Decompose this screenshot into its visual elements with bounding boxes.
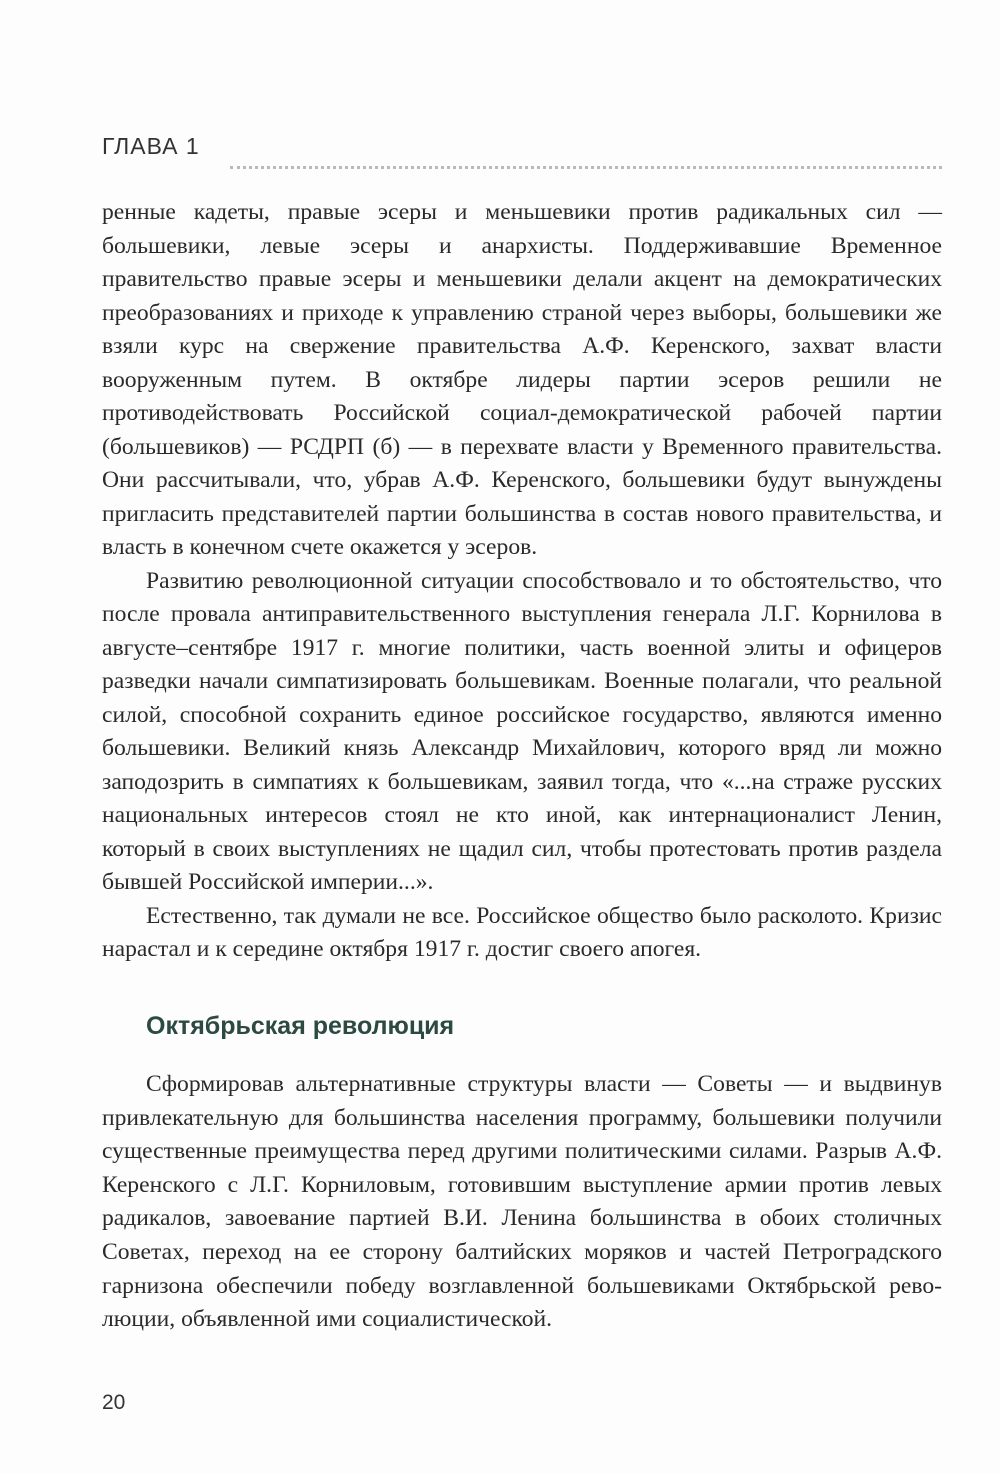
paragraph-continued: ренные кадеты, правые эсеры и меньшевики против радикальных сил — большевики, левые эсеры и анархисты. Поддерживавшие Временное правительство правые эсеры и меньшевики делали акцент на демократических преобразованиях и приходе к управлению страной через выборы, большевики же взяли курс на свержение правительства А.Ф. Керенского, захват власти вооруженным путем. В октябре лидеры партии эсеров решили не противодействовать Российской социал-демократической рабочей партии (большевиков) — РСДРП (б) — в перехвате власти у Временного правительства. Они рассчитывали, что, убрав А.Ф. Керенского, большевики будут вынуждены пригласить представителей партии большинства в состав нового правительства, и власть в конечном счете окажется у эсеров.	[102, 199, 942, 560]
paragraph: Развитию революционной ситуации способствовало и то обстоятельство, что после провала антиправительственного выступления генерала Л.Г. Корнилова в августе–сентябре 1917 г. многие политики, часть военной элиты и офицеров разведки начали симпатизировать большевикам. Военные полагали, что реальной силой, способной сохранить единое российское государство, являются именно большевики. Великий князь Александр Михайлович, которого вряд ли можно заподозрить в симпатиях к большевикам, заявил тогда, что «...на страже русских национальных интересов стоял не кто иной, как интернационалист Ленин, который в своих выступлениях не щадил сил, чтобы протестовать против раздела бывшей Российской империи...».	[102, 567, 942, 895]
section-heading: Октябрьская революция	[146, 1012, 455, 1040]
paragraph: Естественно, так думали не все. Российское общество было расколото. Кризис нарастал и к середине октября 1917 г. достиг своего апогея.	[102, 902, 942, 962]
page-number: 20	[102, 1391, 126, 1414]
running-head: ГЛАВА 1	[102, 133, 200, 159]
header-dotted-rule	[230, 166, 942, 169]
paragraph: Сформировав альтернативные структуры власти — Советы — и выдвинув привлекательную для большинства населения программу, большевики получили существенные преимущества перед другими политическими силами. Разрыв А.Ф. Керенского с Л.Г. Корниловым, готовившим выступление армии против левых радикалов, завоевание партией В.И. Ленина большинства в обоих столичных Советах, переход на ее сторону балтийских моряков и частей Петроградского гарнизона обеспечили победу возглавленной большевиками Октябрьской революции, объявленной ими социалистической.	[102, 1071, 942, 1333]
main-text	[102, 196, 942, 967]
section-text	[102, 1068, 942, 1337]
